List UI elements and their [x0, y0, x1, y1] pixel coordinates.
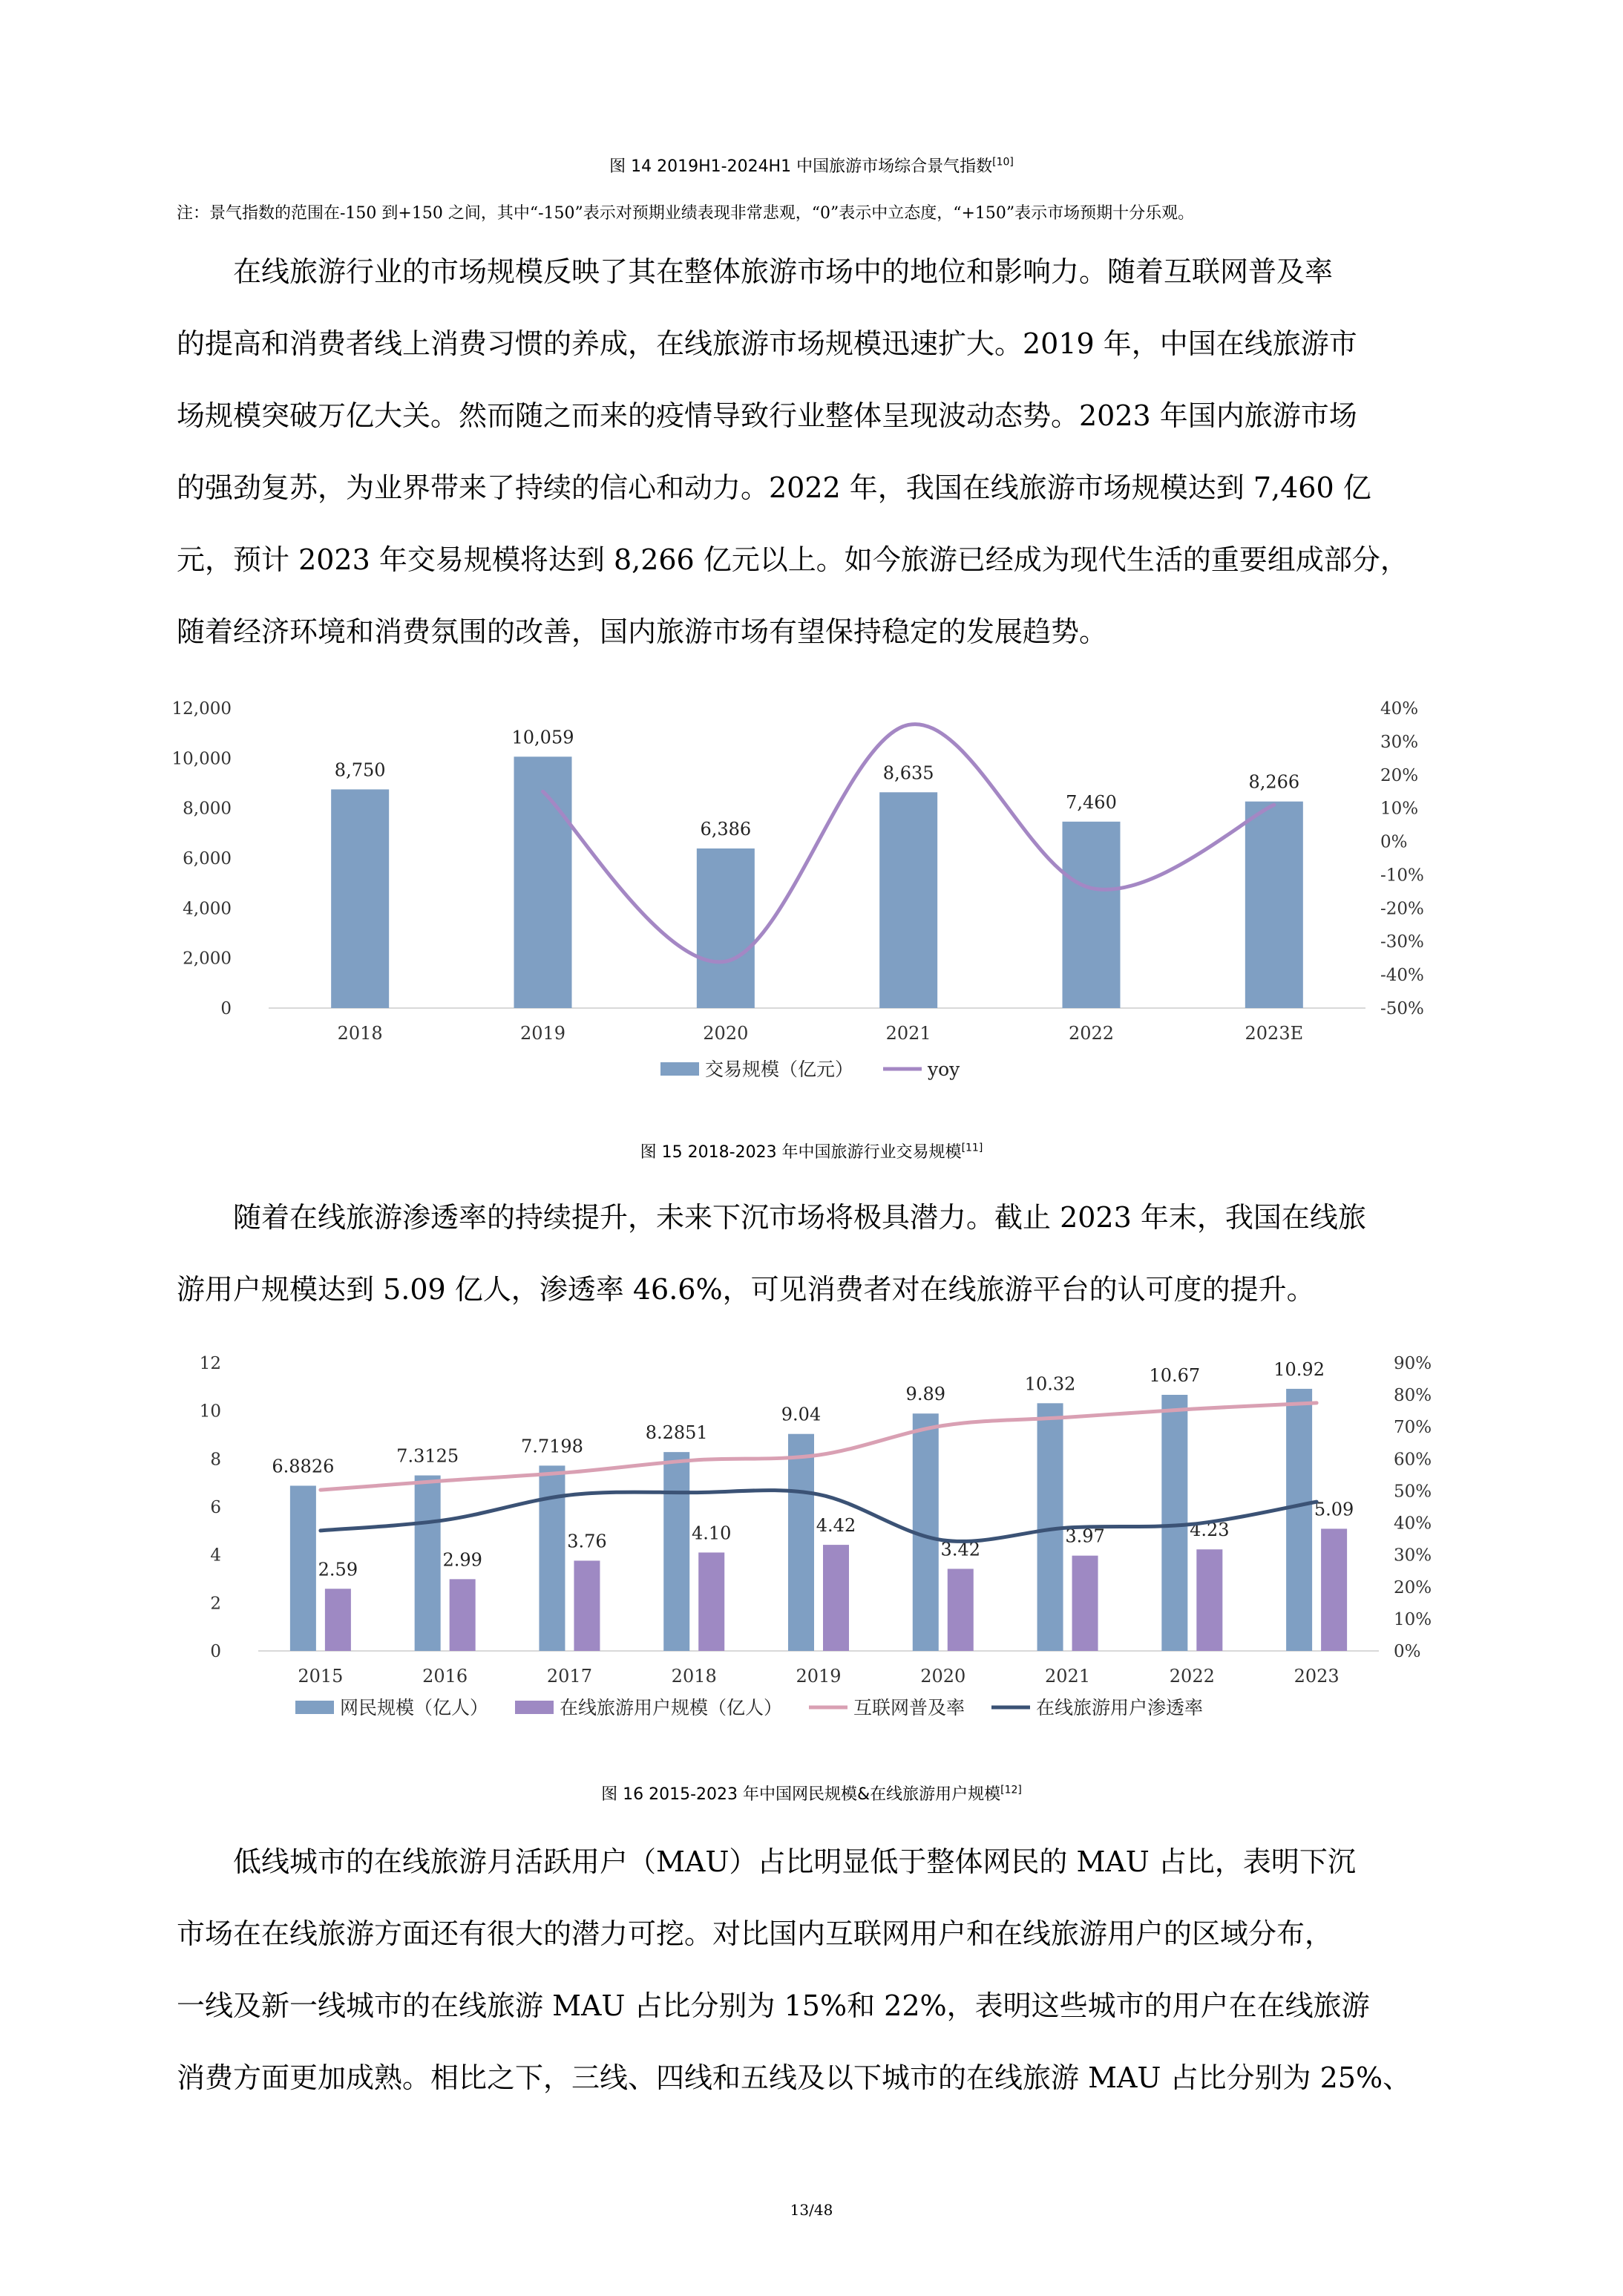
bar — [450, 1579, 476, 1651]
data-label: 10.67 — [1149, 1365, 1201, 1387]
legend-label: 在线旅游用户渗透率 — [1036, 1697, 1204, 1718]
bar — [948, 1569, 974, 1651]
bar — [788, 1434, 814, 1651]
y-tick-label-right: -50% — [1380, 999, 1424, 1018]
bar — [1063, 822, 1121, 1008]
para-line: 消费方面更加成熟。相比之下，三线、四线和五线及以下城市的在线旅游 MAU 占比分别为 25%、 — [177, 2061, 1411, 2094]
bar — [697, 848, 755, 1008]
y-tick-label-left: 4,000 — [183, 899, 232, 919]
legend-label: 交易规模（亿元） — [705, 1059, 854, 1080]
y-tick-label-right: 20% — [1380, 765, 1419, 785]
y-tick-label-left: 6,000 — [183, 849, 232, 869]
data-label: 7.3125 — [396, 1445, 459, 1467]
x-tick-label: 2021 — [1045, 1666, 1091, 1687]
bar — [325, 1589, 351, 1651]
y-tick-label-right: 0% — [1394, 1642, 1421, 1661]
bar — [415, 1476, 441, 1651]
data-label: 4.23 — [1190, 1520, 1230, 1541]
bar — [331, 789, 389, 1008]
data-label: 4.42 — [816, 1515, 856, 1537]
y-tick-label-right: 50% — [1394, 1482, 1432, 1502]
para-line: 随着经济环境和消费氛围的改善，国内旅游市场有望保持稳定的发展趋势。 — [177, 615, 1108, 648]
chart-netizen-users — [171, 1336, 1484, 1752]
paragraph-market-size — [177, 236, 1468, 668]
y-tick-label-left: 2,000 — [183, 949, 232, 969]
y-tick-label-right: 0% — [1380, 832, 1408, 852]
bar — [290, 1485, 316, 1651]
y-tick-label-right: -30% — [1380, 932, 1424, 952]
x-tick-label: 2018 — [671, 1666, 717, 1687]
data-label: 3.76 — [567, 1531, 607, 1552]
data-label: 6.8826 — [272, 1456, 335, 1477]
paragraph-low-tier-cities — [177, 1826, 1468, 2114]
para-line: 元，预计 2023 年交易规模将达到 8,266 亿元以上。如今旅游已经成为现代生活的重要组成部分， — [177, 543, 1409, 576]
y-tick-label-right: 20% — [1394, 1577, 1432, 1597]
legend-bar-swatch — [515, 1701, 554, 1714]
bar — [1072, 1556, 1098, 1651]
data-label: 2.99 — [442, 1549, 482, 1571]
para-line: 低线城市的在线旅游月活跃用户（MAU）占比明显低于整体网民的 MAU 占比，表明下沉 — [233, 1845, 1356, 1878]
para-line: 随着在线旅游渗透率的持续提升，未来下沉市场将极具潜力。截止 2023 年末，我国在线旅 — [233, 1201, 1366, 1234]
x-tick-label: 2020 — [703, 1023, 749, 1044]
y-tick-label-right: 30% — [1380, 732, 1419, 752]
data-label: 4.10 — [692, 1523, 732, 1544]
y-tick-label-left: 8 — [210, 1450, 221, 1470]
data-label: 7,460 — [1066, 791, 1117, 813]
legend-bar-swatch — [660, 1062, 699, 1076]
bar — [1161, 1395, 1187, 1651]
y-tick-label-left: 8,000 — [183, 799, 232, 819]
x-tick-label: 2023 — [1294, 1666, 1340, 1687]
y-tick-label-left: 6 — [210, 1498, 221, 1517]
bar — [823, 1545, 849, 1651]
y-tick-label-right: 10% — [1394, 1609, 1432, 1629]
y-tick-label-left: 10 — [199, 1402, 221, 1422]
y-tick-label-right: 10% — [1380, 799, 1419, 819]
bar — [514, 756, 572, 1008]
x-tick-label: 2016 — [422, 1666, 468, 1687]
legend-label: 在线旅游用户规模（亿人） — [560, 1697, 783, 1718]
para-line: 市场在在线旅游方面还有很大的潜力可挖。对比国内互联网用户和在线旅游用户的区域分布， — [177, 1917, 1334, 1950]
x-tick-label: 2021 — [885, 1023, 931, 1044]
data-label: 8,635 — [882, 762, 934, 784]
x-tick-label: 2019 — [519, 1023, 566, 1044]
legend-label: 互联网普及率 — [853, 1697, 965, 1718]
fig14-caption: 图 14 2019H1-2024H1 中国旅游市场综合景气指数[10] — [609, 156, 1014, 176]
bar — [879, 792, 937, 1008]
y-tick-label-right: -40% — [1380, 966, 1424, 986]
data-label: 8.2851 — [645, 1422, 708, 1444]
data-label: 3.42 — [940, 1539, 980, 1560]
data-label: 2.59 — [318, 1559, 358, 1580]
para-line: 游用户规模达到 5.09 亿人，渗透率 46.6%，可见消费者对在线旅游平台的认可度的提升。 — [177, 1273, 1315, 1306]
y-tick-label-right: -20% — [1380, 899, 1424, 919]
bar — [539, 1465, 565, 1651]
data-label: 3.97 — [1065, 1525, 1105, 1547]
para-line: 一线及新一线城市的在线旅游 MAU 占比分别为 15%和 22%，表明这些城市的用户在在线旅游 — [177, 1989, 1370, 2022]
bar — [1286, 1389, 1312, 1651]
y-tick-label-left: 0 — [220, 999, 232, 1018]
legend-label: yoy — [928, 1059, 960, 1080]
bar — [1196, 1549, 1222, 1651]
data-label: 9.89 — [905, 1384, 945, 1405]
y-tick-label-right: 30% — [1394, 1546, 1432, 1566]
fig15-caption: 图 15 2018-2023 年中国旅游行业交易规模[11] — [640, 1142, 983, 1162]
data-label: 10.92 — [1273, 1358, 1325, 1380]
x-tick-label: 2018 — [337, 1023, 383, 1044]
bar — [698, 1552, 724, 1651]
fig16-caption: 图 16 2015-2023 年中国网民规模&在线旅游用户规模[12] — [601, 1784, 1022, 1804]
para-line: 的强劲复苏，为业界带来了持续的信心和动力。2022 年，我国在线旅游市场规模达到 7,460 亿 — [177, 471, 1371, 504]
page-number: 13/48 — [790, 2201, 833, 2219]
data-label: 8,750 — [334, 759, 386, 781]
y-tick-label-left: 12,000 — [171, 699, 232, 719]
data-label: 10,059 — [511, 727, 574, 748]
fig14-note: 注：景气指数的范围在-150 到+150 之间，其中“-150”表示对预期业绩表现非常悲观，“0”表示中立态度，“+150”表示市场预期十分乐观。 — [177, 204, 1195, 223]
para-line: 的提高和消费者线上消费习惯的养成，在线旅游市场规模迅速扩大。2019 年，中国在线旅游市 — [177, 327, 1357, 360]
y-tick-label-left: 4 — [210, 1546, 221, 1566]
y-tick-label-right: 40% — [1394, 1514, 1432, 1534]
y-tick-label-right: 60% — [1394, 1450, 1432, 1470]
x-tick-label: 2015 — [298, 1666, 344, 1687]
y-tick-label-right: 80% — [1394, 1386, 1432, 1406]
x-tick-label: 2023E — [1245, 1023, 1304, 1044]
x-tick-label: 2022 — [1068, 1023, 1115, 1044]
x-tick-label: 2022 — [1169, 1666, 1215, 1687]
y-tick-label-left: 10,000 — [171, 749, 232, 769]
y-tick-label-left: 2 — [210, 1594, 221, 1614]
data-label: 9.04 — [781, 1404, 822, 1425]
data-label: 8,266 — [1248, 771, 1300, 793]
y-tick-label-right: 90% — [1394, 1354, 1432, 1373]
bar — [1321, 1528, 1347, 1651]
paragraph-penetration — [177, 1182, 1468, 1326]
para-line: 在线旅游行业的市场规模反映了其在整体旅游市场中的地位和影响力。随着互联网普及率 — [233, 255, 1334, 288]
x-tick-label: 2020 — [920, 1666, 966, 1687]
legend-label: 网民规模（亿人） — [340, 1697, 489, 1718]
y-tick-label-right: 70% — [1394, 1418, 1432, 1438]
data-label: 5.09 — [1314, 1499, 1354, 1520]
x-tick-label: 2017 — [546, 1666, 592, 1687]
data-label: 10.32 — [1024, 1373, 1076, 1395]
data-label: 6,386 — [700, 819, 752, 840]
data-label: 7.7198 — [520, 1436, 583, 1457]
legend-bar-swatch — [295, 1701, 334, 1714]
chart-transaction-scale — [171, 690, 1484, 1106]
x-tick-label: 2019 — [796, 1666, 842, 1687]
y-tick-label-right: 40% — [1380, 699, 1419, 719]
y-tick-label-right: -10% — [1380, 866, 1424, 886]
bar — [574, 1560, 600, 1651]
para-line: 场规模突破万亿大关。然而随之而来的疫情导致行业整体呈现波动态势。2023 年国内旅游市场 — [177, 399, 1357, 432]
y-tick-label-left: 12 — [199, 1354, 221, 1373]
bar — [1245, 802, 1303, 1008]
y-tick-label-left: 0 — [210, 1642, 221, 1661]
bar — [663, 1452, 689, 1651]
